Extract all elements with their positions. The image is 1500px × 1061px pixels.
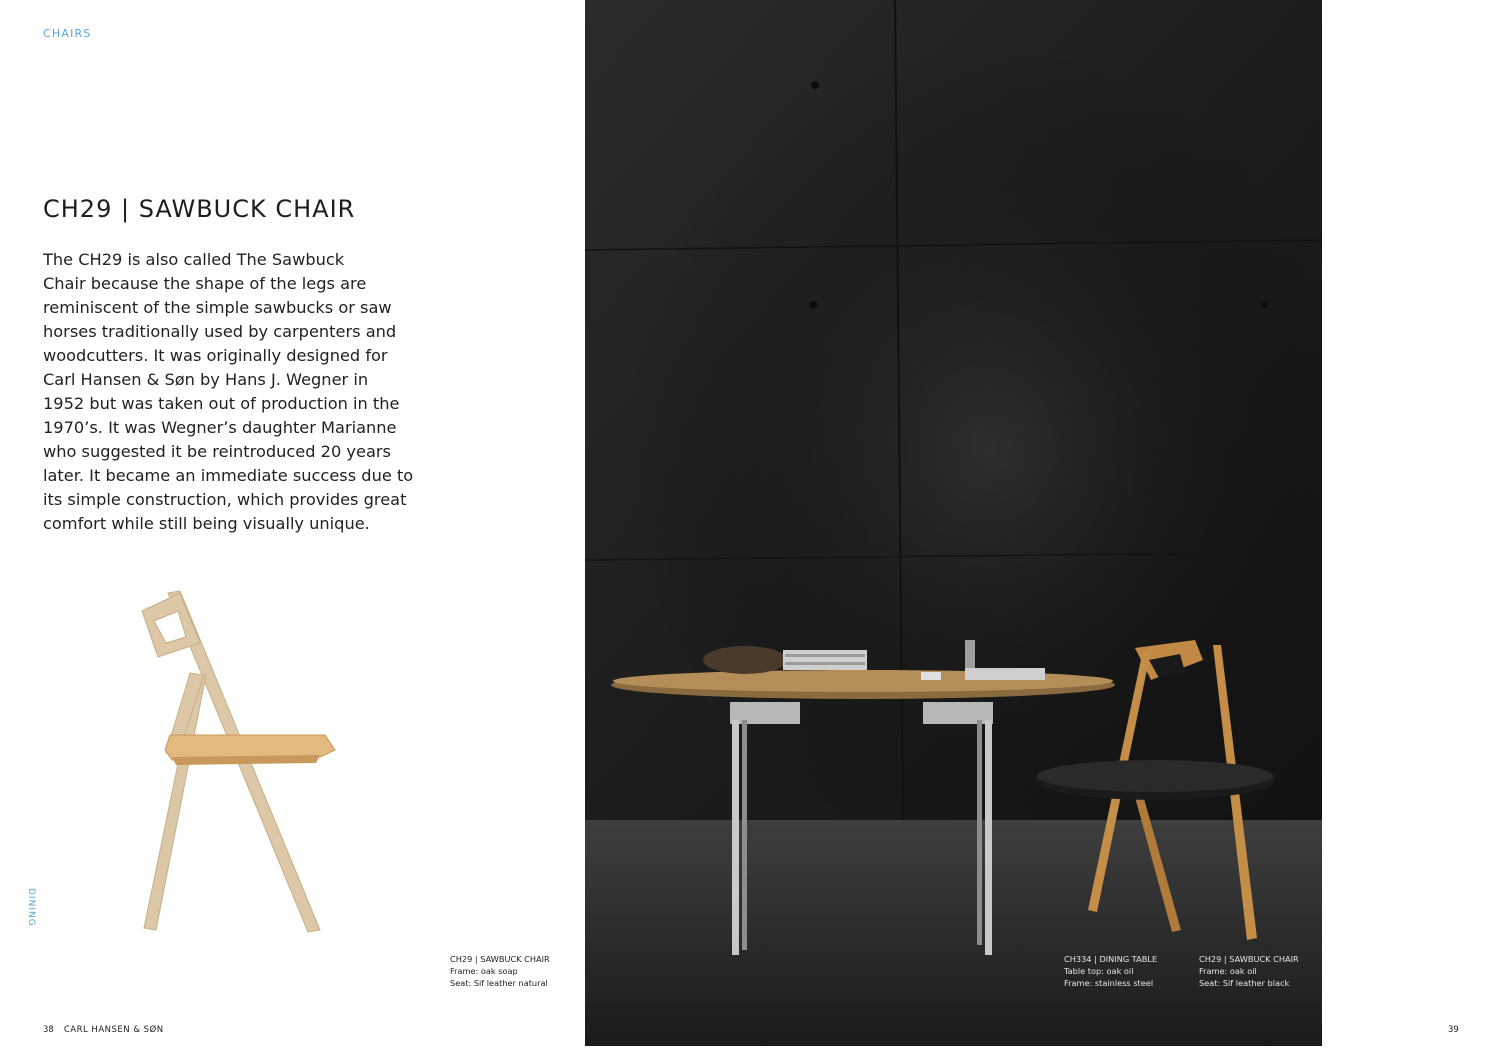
folio-right <box>1448 1025 1459 1035</box>
caption-title: CH29 | SAWBUCK CHAIR <box>450 954 550 964</box>
page-number: 39 <box>1448 1025 1459 1035</box>
page-number: 38 <box>43 1025 54 1035</box>
description-line: reminiscent of the simple sawbucks or saw <box>43 298 392 317</box>
brand-name: CARL HANSEN & SØN <box>63 1025 164 1035</box>
table-caption <box>1064 953 1157 989</box>
description-line: Carl Hansen & Søn by Hans J. Wegner in <box>43 370 369 389</box>
description-line: horses traditionally used by carpenters and <box>43 322 397 341</box>
product-description <box>43 248 438 536</box>
folio-left <box>43 1025 164 1035</box>
description-line: later. It became an immediate success due to <box>43 466 414 485</box>
room-scene <box>585 0 1322 1046</box>
description-line: woodcutters. It was originally designed for <box>43 346 388 365</box>
caption-line: Frame: oak soap <box>450 966 518 976</box>
caption-line: Seat: Sif leather natural <box>450 978 548 988</box>
description-line: Chair because the shape of the legs are <box>43 274 367 293</box>
description-line: who suggested it be reintroduced 20 years <box>43 442 391 461</box>
side-tag: DINING <box>26 888 36 927</box>
product-caption <box>450 953 550 989</box>
caption-title: CH334 | DINING TABLE <box>1064 954 1158 964</box>
caption-line: Table top: oak oil <box>1064 966 1134 976</box>
caption-title: CH29 | SAWBUCK CHAIR <box>1199 954 1299 964</box>
chair-caption <box>1199 953 1299 989</box>
caption-line: Frame: stainless steel <box>1064 978 1154 988</box>
room-photo <box>585 0 1322 1046</box>
chair-product-image <box>120 585 360 940</box>
section-tag: CHAIRS <box>43 27 92 40</box>
description-line: comfort while still being visually unique. <box>43 514 370 533</box>
caption-line: Frame: oak oil <box>1199 966 1257 976</box>
caption-line: Seat: Sif leather black <box>1199 978 1290 988</box>
description-line: The CH29 is also called The Sawbuck <box>43 250 345 269</box>
description-line: 1952 but was taken out of production in the <box>43 394 400 413</box>
product-title: CH29 | SAWBUCK CHAIR <box>43 195 356 223</box>
description-line: 1970’s. It was Wegner’s daughter Marianne <box>43 418 397 437</box>
description-line: its simple construction, which provides great <box>43 490 407 509</box>
